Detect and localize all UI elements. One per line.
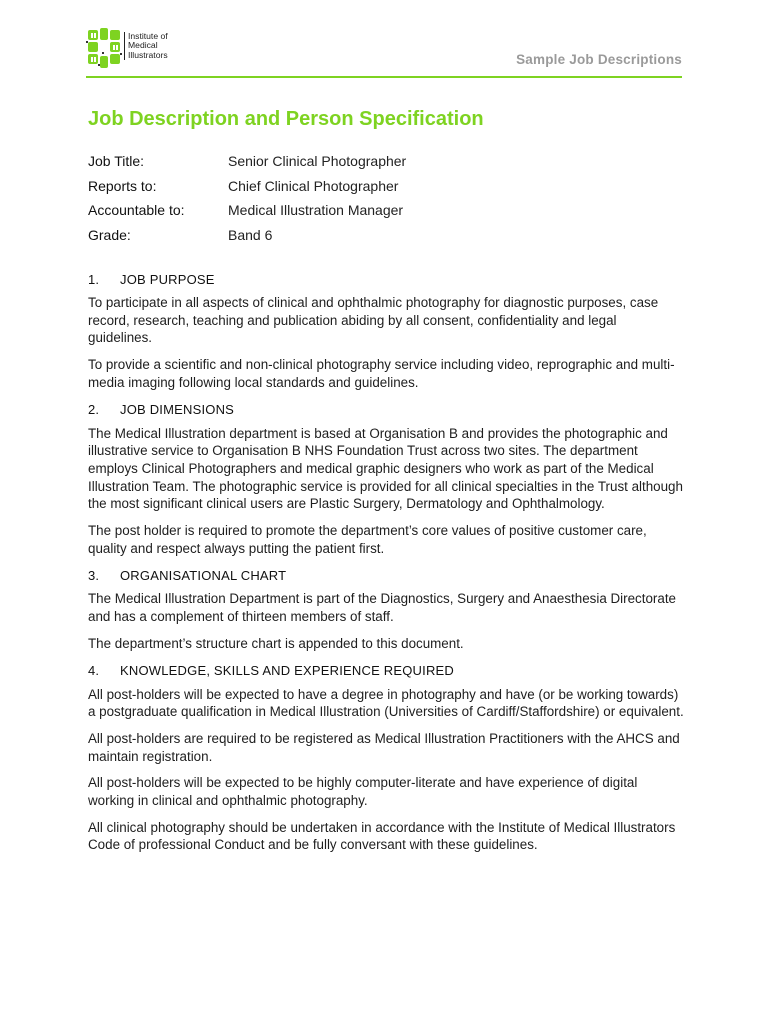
- imi-logo: [86, 26, 186, 70]
- paragraph: To participate in all aspects of clinical and ophthalmic photography for diagnostic purposes, case record, research, teaching and publication abiding by all consent, confidentiality and legal guidelines.: [88, 295, 659, 346]
- info-label: Grade:: [88, 226, 131, 243]
- section-heading-organisational-chart: [88, 566, 684, 584]
- info-row-grade: [88, 223, 648, 248]
- info-row-job-title: [88, 149, 648, 174]
- header-divider: [86, 76, 682, 78]
- section-heading-knowledge-skills: [88, 662, 684, 680]
- paragraph: The Medical Illustration department is based at Organisation B and provides the photographic and illustrative service to Organisation B NHS Foundation Trust across two sites. The department employs Clinical Photographers and medical graphic designers who work as part of the Medical Illustration Team. The photographic service is provided for all clinical specialties in the Trust although the most significant clinical users are Plastic Surgery, Dermatology and Ophthalmology.: [88, 425, 683, 512]
- section-heading-job-purpose: [88, 270, 684, 288]
- section-title: KNOWLEDGE, SKILLS AND EXPERIENCE REQUIRED: [120, 663, 455, 679]
- document-body: [88, 270, 684, 863]
- info-row-reports-to: [88, 174, 648, 199]
- paragraph: The Medical Illustration Department is part of the Diagnostics, Surgery and Anaesthesia Directorate and has a complement of thirteen members of staff.: [88, 591, 676, 625]
- paragraph: The department’s structure chart is appended to this document.: [88, 635, 464, 651]
- logo-line: Medical: [128, 40, 158, 51]
- paragraph: All post-holders will be expected to have a degree in photography and have (or be working towards) a postgraduate qualification in Medical Illustration (Universities of Cardiff/Staffordshire) or equivalent.: [88, 686, 684, 720]
- info-value: Band 6: [228, 226, 273, 243]
- logo-line: Illustrators: [128, 49, 168, 60]
- paragraph: To provide a scientific and non-clinical photography service including video, reprographic and multi-media imaging following local standards and guidelines.: [88, 357, 675, 390]
- logo-wordmark: [124, 32, 168, 60]
- section-number: 2.: [88, 402, 100, 418]
- info-value: Senior Clinical Photographer: [228, 153, 407, 170]
- header-label: Sample Job Descriptions: [516, 52, 682, 67]
- section-number: 4.: [88, 663, 100, 679]
- info-label: Accountable to:: [88, 202, 185, 219]
- paragraph: All post-holders are required to be registered as Medical Illustration Practitioners with the AHCS and maintain registration.: [88, 730, 680, 764]
- imi-logo-icon: [86, 26, 122, 70]
- logo-line: Institute of: [128, 31, 168, 41]
- info-row-accountable-to: [88, 198, 648, 223]
- paragraph: All post-holders will be expected to be highly computer-literate and have experience of digital working in clinical and ophthalmic photography.: [88, 775, 638, 809]
- info-value: Medical Illustration Manager: [228, 202, 404, 219]
- section-heading-job-dimensions: [88, 401, 684, 419]
- section-number: 1.: [88, 271, 100, 287]
- section-title: JOB DIMENSIONS: [120, 402, 235, 418]
- paragraph: All clinical photography should be undertaken in accordance with the Institute of Medical Illustrators Code of professional Conduct and be fully conversant with these guidelines.: [88, 819, 676, 853]
- document-title: Job Description and Person Specification: [88, 108, 484, 130]
- job-info-table: [88, 149, 648, 247]
- info-value: Chief Clinical Photographer: [228, 177, 399, 194]
- section-number: 3.: [88, 567, 100, 583]
- section-title: JOB PURPOSE: [120, 271, 215, 287]
- info-label: Reports to:: [88, 177, 157, 194]
- section-title: ORGANISATIONAL CHART: [120, 567, 287, 583]
- paragraph: The post holder is required to promote the department’s core values of positive customer care, quality and respect always putting the patient first.: [88, 523, 647, 556]
- info-label: Job Title:: [88, 153, 145, 170]
